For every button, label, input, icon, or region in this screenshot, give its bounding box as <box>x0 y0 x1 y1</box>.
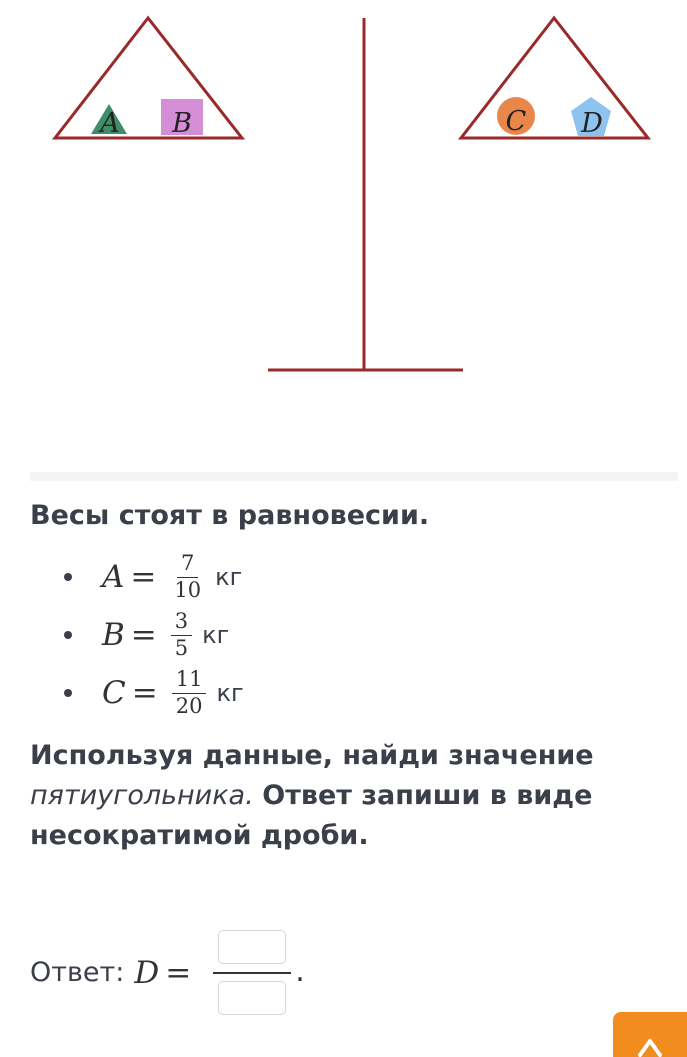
section-divider <box>30 472 678 481</box>
value-fraction <box>172 668 207 717</box>
equals-sign: = <box>130 559 157 595</box>
value-item-a <box>64 548 244 606</box>
value-unit: кг <box>202 621 230 649</box>
object-d <box>571 97 611 139</box>
equals-sign: = <box>130 617 157 653</box>
chevron-up-icon <box>635 1035 665 1057</box>
answer-label: Ответ: <box>30 957 125 988</box>
object-b <box>161 99 203 139</box>
denominator-input[interactable] <box>218 981 286 1015</box>
answer-end-mark: . <box>295 954 305 989</box>
object-b-label: B <box>172 108 192 139</box>
answer-equals-sign: = <box>165 954 192 991</box>
value-var: C <box>102 675 126 711</box>
balance-scale-illustration <box>0 0 687 400</box>
answer-row <box>30 920 305 1025</box>
value-unit: кг <box>215 563 243 591</box>
bullet-icon <box>64 631 72 639</box>
object-a <box>91 104 127 139</box>
object-d-label: D <box>581 108 603 139</box>
equals-sign: = <box>131 675 158 711</box>
fraction-numerator: 11 <box>172 668 207 693</box>
task-part-1: Используя данные, найди значение <box>30 740 594 771</box>
object-a-label: A <box>100 108 120 139</box>
scroll-up-button[interactable] <box>613 1012 687 1057</box>
fraction-denominator: 10 <box>174 577 202 602</box>
fraction-numerator: 7 <box>177 552 198 577</box>
object-c <box>497 97 535 137</box>
fraction-numerator: 3 <box>171 610 192 635</box>
object-c-label: C <box>505 106 527 137</box>
answer-fraction <box>213 930 291 1015</box>
value-item-b <box>64 606 244 664</box>
bullet-icon <box>64 573 72 581</box>
left-pan <box>55 18 242 139</box>
value-item-c <box>64 664 244 722</box>
value-fraction <box>171 610 192 659</box>
value-unit: кг <box>216 679 244 707</box>
fraction-bar <box>213 972 291 974</box>
task-part-2: пятиугольника. <box>30 780 254 811</box>
value-var: B <box>102 617 125 653</box>
task-part-3: Ответ запиши в виде несократимой дроби. <box>30 780 593 851</box>
task-text <box>30 736 650 856</box>
given-values-list <box>64 548 244 722</box>
bullet-icon <box>64 689 72 697</box>
value-fraction <box>170 552 205 601</box>
fraction-denominator: 5 <box>174 635 189 660</box>
value-var: A <box>102 559 125 595</box>
answer-var: D <box>134 954 160 991</box>
problem-statement: Весы стоят в равновесии. <box>30 500 430 531</box>
numerator-input[interactable] <box>218 930 286 964</box>
right-pan <box>461 18 648 139</box>
fraction-denominator: 20 <box>175 693 203 718</box>
